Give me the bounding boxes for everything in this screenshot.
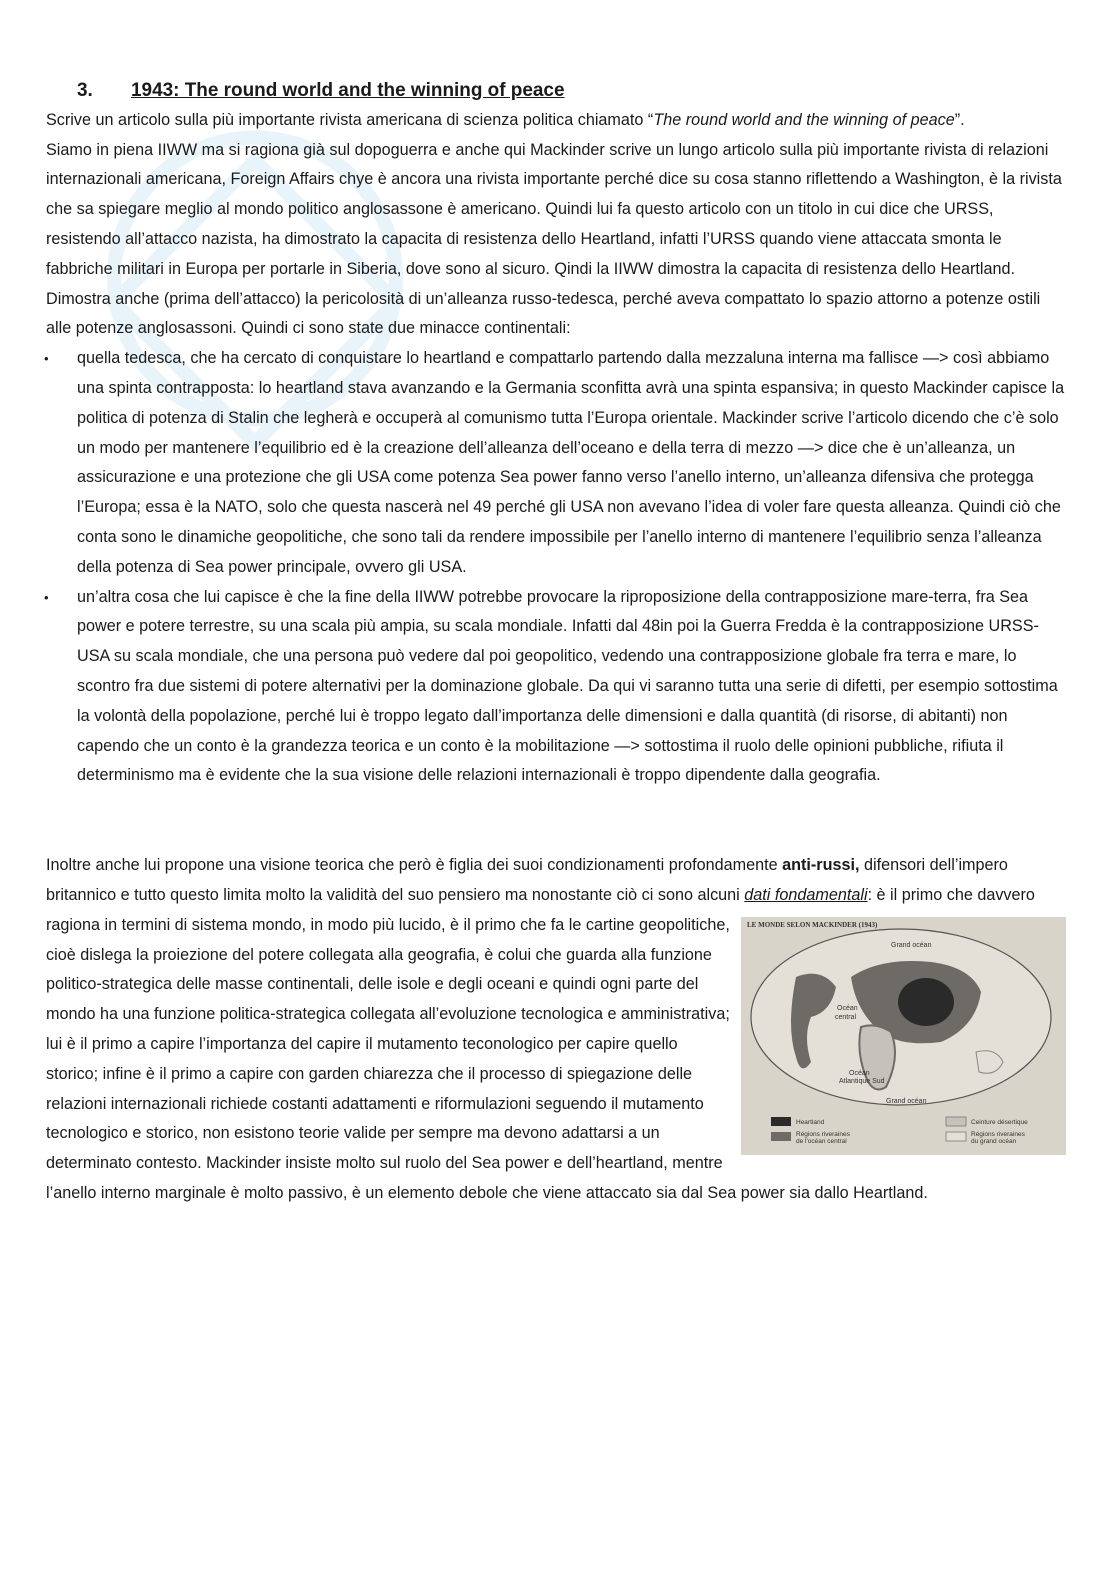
svg-text:Atlantique Sud: Atlantique Sud — [839, 1077, 885, 1085]
heartland-shape — [898, 978, 954, 1026]
svg-text:de l'océan central: de l'océan central — [796, 1137, 847, 1145]
closing-paragraph: Inoltre anche lui propone una visione teorica che però è figlia dei suoi condizionamenti profondamente anti-russi, difensori dell’impero britannico e tutto questo limita molto la validità del suo pensiero ma nonostante ciò ci sono alcuni dati fondamentali: è il primo che davvero ragiona in termini di sistema mondo, in modo più lucido, è il primo che fa le cartine LE MONDE SELON MACKINDER (1943) Grand océan Océan central Océan Atlantique Sud Grand océan Heartland Régions riveraines de l'océan central Ceinture désertique Régions riveraines du grand océan geopolitiche, cioè dislega la proiezione del potere collegata alla geografia, è colui che guarda alla funzione politico-strategica delle masse continentali, delle isole e degli oceani e quindi ogni parte del mondo ha una funzione politica-strategica collegata all’evoluzione tecnologica e amministrativa; lui è il primo a capire l’importanza del capire il mutamento teconologico per capire quello storico; infine è il primo a capire con garden chiarezza che il processo di spiegazione delle relazioni internazionali richiede costanti adattamenti e riformulazioni seguendo il mutamento tecnologico e storico, non esistono teorie valide per sempre ma devono adattarsi a un determinato contesto. Mackinder insiste molto sul ruolo del Sea power e dell’heartland, mentre l’anello interno marginale è molto passivo, è un elemento debole che viene attaccato sia dal Sea power sia dallo Heartland. — [46, 851, 1066, 1209]
label-grand-ocean-bottom: Grand océan — [886, 1097, 927, 1105]
svg-text:Régions riveraines: Régions riveraines — [971, 1130, 1025, 1138]
section-title: 1943: The round world and the winning of peace — [131, 80, 565, 101]
document-body — [46, 76, 1066, 1209]
svg-text:Océan: Océan — [837, 1004, 858, 1012]
svg-text:Ceinture désertique: Ceinture désertique — [971, 1118, 1028, 1126]
label-grand-ocean-top: Grand océan — [891, 941, 932, 949]
map-legend — [771, 1117, 1028, 1145]
svg-text:du grand océan: du grand océan — [971, 1137, 1017, 1145]
threat-list — [46, 344, 1066, 791]
dati-fondamentali: dati fondamentali — [744, 885, 868, 904]
closing-text-before-map: : è il primo che davvero ragiona in termini di sistema mondo, in modo più lucido, è il primo che fa le cartine — [46, 885, 1035, 934]
list-item-land-sea-opposition: • un’altra cosa che lui capisce è che la fine della IIWW potrebbe provocare la riproposizione della contrapposizione mare-terra, fra Sea power e potere terrestre, su una scala più ampia, su scala mondiale. Infatti dal 48in poi la Guerra Fredda è la contrapposizione URSS-USA su scala mondiale, che una persona può vedere dal poi geopolitico, vedendo una contrapposizione globale fra terra e mare, lo scontro fra due sistemi di potere alternativi per la dominazione globale. Da qui vi saranno tutta una serie di difetti, per esempio sottostima la volontà della popolazione, perché lui è troppo legato dall’importanza delle dimensioni e dalla quantità (di risorse, di abitanti) non capendo che un conto è la grandezza teorica e un conto è la mobilitazione —> sottostima il ruolo delle opinioni pubbliche, rifiuta il determinismo ma è evidente che la sua visione delle relazioni internazionali è troppo dipendente dalla geografia. — [46, 583, 1066, 792]
svg-text:Régions riveraines: Régions riveraines — [796, 1130, 850, 1138]
closing-text-after-map: geopolitiche, cioè dislega la proiezione del potere collegata alla geografia, è colui che guarda alla funzione politico-strategica delle masse continentali, delle isole e degli oceani e quindi ogni parte del mondo ha una funzione politica-strategica collegata all’evoluzione tecnologica e amministrativa; lui è il primo a capire l’importanza del capire il mutamento teconologico per capire quello storico; infine è il primo a capire con garden chiarezza che il processo di spiegazione delle relazioni internazionali richiede costanti adattamenti e riformulazioni seguendo il mutamento tecnologico e storico, non esistono teorie valide per sempre ma devono adattarsi a un determinato contesto. Mackinder insiste molto sul ruolo del Sea power e dell’heartland, mentre l’anello interno marginale è molto passivo, è un elemento debole che viene attaccato sia dal Sea power sia dallo Heartland. — [46, 915, 928, 1202]
list-item-german-threat: • quella tedesca, che ha cercato di conquistare lo heartland e compattarlo partendo dalla mezzaluna interna ma fallisce —> così abbiamo una spinta contrapposta: lo heartland stava avanzando e la Germania sconfitta avrà una spinta espansiva; in questo Mackinder capisce la politica di potenza di Stalin che legherà e occuperà al comunismo tutta l’Europa orientale. Mackinder scrive l’articolo dicendo che c’è solo un modo per mantenere l’equilibrio ed è la creazione dell’alleanza dell’oceano e della terra di mezzo —> dice che è un’alleanza, un assicurazione e una protezione che gli USA come potenza Sea power fanno verso l’anello interno, un’alleanza difensiva che protegga l’Europa; essa è la NATO, solo che questa nascerà nel 49 perché gli USA non avevano l’idea di voler fare questa alleanza. Quindi ciò che conta sono le dinamiche geopolitiche, che sono tali da rendere impossibile per l’anello interno di mantenere l’equilibrio senza l’alleanza della potenza di Sea power principale, ovvero gli USA. — [46, 344, 1066, 582]
bold-anti-russi: anti-russi, — [782, 856, 860, 875]
intro-paragraph: Scrive un articolo sulla più importante rivista americana di scienza politica chiamato “The round world and the winning of peace”. — [46, 110, 965, 129]
map-title: LE MONDE SELON MACKINDER (1943) — [747, 920, 878, 929]
svg-text:central: central — [835, 1013, 857, 1021]
mackinder-world-map — [741, 917, 1066, 1155]
section-number: 3. — [77, 80, 93, 101]
map-graphic — [741, 917, 1066, 1155]
context-paragraph: Siamo in piena IIWW ma si ragiona già sul dopoguerra e anche qui Mackinder scrive un lungo articolo sulla più importante rivista di relazioni internazionali americana, Foreign Affairs chye è ancora una rivista importante perché dice su cosa stanno riflettendo a Washington, è la rivista che sa spiegare meglio al mondo politico anglosassone è americano. Quindi lui fa questo articolo con un titolo in cui dice che URSS, resistendo all’attacco nazista, ha dimostrato la capacita di resistenza dello Heartland, infatti l’URSS quando viene attaccata smonta le fabbriche militari in Europa per portarle in Siberia, dove sono al sicuro. Qindi la IIWW dimostra la capacita di resistenza dello Heartland. Dimostra anche (prima dell’attacco) la pericolosità di un’alleanza russo-tedesca, perché aveva compattato lo spazio attorno a potenze ostili alle potenze anglosassoni. Quindi ci sono state due minacce continentali: — [46, 140, 1062, 338]
svg-text:Heartland: Heartland — [796, 1118, 825, 1126]
section-heading — [46, 76, 1066, 106]
svg-text:Océan: Océan — [849, 1069, 870, 1077]
article-title: The round world and the winning of peace — [653, 110, 955, 129]
